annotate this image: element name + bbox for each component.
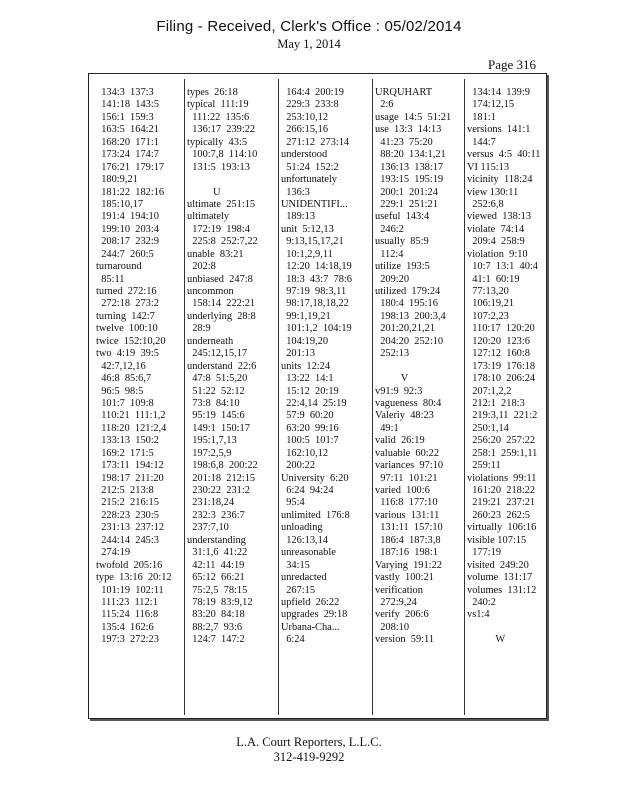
index-entry: 258:1 259:1,11 (467, 447, 538, 459)
index-entry: UNIDENTIFI... (281, 198, 348, 210)
index-entry: 161:20 218:22 (467, 485, 536, 496)
index-entry: 173:24 174:7 (96, 149, 159, 161)
index-entry: 6:24 (281, 634, 305, 646)
column-divider (184, 79, 185, 715)
word-index-table (88, 73, 547, 719)
index-entry: turned 272:16 (96, 286, 157, 297)
index-entry: variances 97:10 (375, 460, 444, 472)
index-entry: 180:9,21 (96, 174, 138, 186)
index-entry: 98:17,18,18,22 (281, 298, 349, 310)
index-entry: URQUHART (375, 87, 433, 98)
index-entry: 173:19 176:18 (467, 360, 536, 372)
index-entry: 156:1 159:3 (96, 111, 154, 123)
index-entry: 200:22 (281, 460, 316, 472)
index-entry: 256:20 257:22 (467, 435, 536, 447)
index-entry: 253:10,12 (281, 111, 329, 123)
index-entry: 231:13 237:12 (96, 522, 165, 534)
index-entry: valid 26:19 (375, 435, 425, 447)
index-entry: 259:11 (467, 460, 501, 472)
index-entry: utilized 179:24 (375, 286, 441, 297)
index-entry: 178:10 206:24 (467, 373, 536, 385)
index-entry: 9:13,15,17,21 (281, 236, 344, 248)
index-entry: 158:14 222:21 (187, 298, 256, 310)
index-entry: version 59:11 (375, 634, 435, 646)
index-entry: 99:1,19,21 (281, 310, 331, 322)
index-entry: 267:15 (281, 584, 316, 596)
index-entry: 209:20 (375, 273, 410, 285)
index-entry: various 131:11 (375, 509, 440, 521)
index-entry: 162:10,12 (281, 447, 329, 459)
index-entry: 274:19 (96, 547, 131, 559)
index-entry: twofold 205:16 (96, 559, 163, 571)
index-entry: 181:22 182:16 (96, 186, 165, 198)
index-entry: 51:24 152:2 (281, 161, 339, 173)
index-entry: vastly 100:21 (375, 572, 434, 584)
index-entry: underlying 28:8 (187, 310, 256, 322)
index-entry: 180:4 195:16 (375, 298, 438, 310)
index-entry: 41:23 75:20 (375, 136, 433, 148)
index-entry (375, 361, 463, 373)
index-entry: 244:7 260:5 (96, 248, 154, 260)
index-entry: 10:7 13:1 40:4 (467, 261, 539, 273)
index-entry: 198:13 200:3,4 (375, 310, 446, 322)
index-entry: 41:1 60:19 (467, 273, 520, 285)
index-entry: 106:19,21 (467, 298, 515, 310)
index-entry: 100:7,8 114:10 (187, 149, 258, 161)
index-entry: virtually 106:16 (467, 522, 537, 534)
index-entry: 176:21 179:17 (96, 161, 165, 173)
index-entry: 95:4 (281, 497, 305, 509)
index-column-1 (96, 87, 182, 713)
index-entry: 144:7 (467, 136, 496, 148)
index-entry: 250:1,14 (467, 422, 509, 434)
index-entry: 126:13,14 (281, 534, 329, 546)
index-entry: 136:3 (281, 186, 310, 198)
index-entry: turnaround (96, 261, 142, 273)
index-entry: utilize 193:5 (375, 261, 430, 273)
index-entry: Urbana-Cha... (281, 621, 340, 633)
index-entry: 230:22 231:2 (187, 485, 250, 496)
column-divider (278, 79, 279, 715)
index-entry: 212:5 213:8 (96, 485, 154, 496)
index-entry: 246:2 (375, 223, 404, 235)
index-entry: twelve 100:10 (96, 323, 158, 335)
index-entry: 127:12 160:8 (467, 348, 530, 360)
index-entry: 212:1 218:3 (467, 397, 525, 409)
index-entry: 272:18 273:2 (96, 298, 159, 310)
index-entry: 181:1 (467, 111, 496, 123)
index-entry: understood (281, 149, 328, 161)
index-entry: 13:22 14:1 (281, 373, 334, 385)
index-entry: 100:5 101:7 (281, 435, 339, 447)
index-entry: unable 83:21 (187, 248, 244, 260)
index-entry: unredacted (281, 572, 327, 584)
index-entry: unbiased 247:8 (187, 273, 253, 285)
transcript-date: May 1, 2014 (277, 37, 341, 51)
index-entry: 202:8 (187, 261, 216, 273)
index-column-5 (467, 87, 547, 713)
index-entry: 134:3 137:3 (96, 87, 154, 98)
index-entry: 131:11 157:10 (375, 522, 443, 534)
index-entry: 101:19 102:11 (96, 584, 164, 596)
index-entry: W (467, 634, 506, 646)
index-entry: 104:19,20 (281, 335, 329, 347)
index-entry: violation 9:10 (467, 248, 528, 260)
index-entry: 97:11 101:21 (375, 472, 438, 484)
index-column-2 (187, 87, 273, 713)
index-entry: 237:7,10 (187, 522, 229, 534)
index-entry: violations 99:11 (467, 472, 537, 484)
index-entry: 168:20 171:1 (96, 136, 159, 148)
index-entry: unit 5:12,13 (281, 223, 334, 235)
index-entry: understanding (187, 534, 246, 546)
index-entry: 65:12 66:21 (187, 572, 245, 584)
index-entry: 83:20 84:18 (187, 609, 245, 621)
index-entry: 207:1,2,2 (467, 385, 512, 397)
index-entry: 195:1,7,13 (187, 435, 237, 447)
index-entry: uncommon (187, 286, 234, 297)
index-entry: 260:23 262:5 (467, 509, 530, 521)
index-entry: 229:1 251:21 (375, 198, 438, 210)
index-entry: 135:4 162:6 (96, 621, 154, 633)
index-entry: 208:10 (375, 621, 410, 633)
index-entry: 198:6,8 200:22 (187, 460, 258, 472)
index-entry: 28:9 (187, 323, 211, 335)
index-entry: verification (375, 584, 423, 596)
index-entry: 204:20 252:10 (375, 335, 444, 347)
index-entry: v91:9 92:3 (375, 385, 423, 397)
index-entry: 199:10 203:4 (96, 223, 159, 235)
index-entry: varied 100:6 (375, 485, 430, 496)
index-entry: verify 206:6 (375, 609, 429, 621)
index-entry: 185:10,17 (96, 198, 144, 210)
index-entry: 191:4 194:10 (96, 211, 159, 223)
column-divider (464, 79, 465, 715)
index-entry: volumes 131:12 (467, 584, 537, 596)
index-entry: 49:1 (375, 422, 399, 434)
index-entry: underneath (187, 335, 234, 347)
index-entry: 198:17 211:20 (96, 472, 164, 484)
index-entry: 78:19 83:9,12 (187, 596, 253, 608)
index-entry: 231:18,24 (187, 497, 235, 509)
index-entry: 141:18 143:5 (96, 99, 159, 111)
index-entry (467, 622, 547, 634)
index-entry: 136:17 239:22 (187, 124, 256, 136)
index-entry: 163:5 164:21 (96, 124, 159, 136)
index-entry: 12:20 14:18,19 (281, 261, 352, 273)
index-entry: volume 131:17 (467, 572, 533, 584)
index-entry: 169:2 171:5 (96, 447, 154, 459)
index-entry: unfortunately (281, 174, 337, 186)
index-entry: V (375, 373, 409, 385)
index-entry: 208:17 232:9 (96, 236, 159, 248)
index-entry: 131:5 193:13 (187, 161, 250, 173)
index-entry: types 26:18 (187, 87, 238, 98)
index-entry: 200:1 201:24 (375, 186, 438, 198)
index-entry: 46:8 85:6,7 (96, 373, 152, 385)
index-entry: units 12:24 (281, 360, 331, 372)
index-entry: 240:2 (467, 596, 496, 608)
index-entry: viewed 138:13 (467, 211, 532, 223)
index-entry: upgrades 29:18 (281, 609, 348, 621)
index-entry: twice 152:10,20 (96, 335, 166, 347)
index-entry: 186:4 187:3,8 (375, 534, 441, 546)
filing-stamp: Filing - Received, Clerk's Office : 05/02/2014 (156, 18, 462, 35)
index-entry: 101:7 109:8 (96, 397, 154, 409)
index-entry: 124:7 147:2 (187, 634, 245, 646)
index-entry: 197:2,5,9 (187, 447, 232, 459)
index-entry: Valeriy 48:23 (375, 410, 434, 422)
index-entry: 101:1,2 104:19 (281, 323, 352, 335)
index-entry: visited 249:20 (467, 559, 529, 571)
index-entry: 134:14 139:9 (467, 87, 530, 98)
index-entry: 173:11 194:12 (96, 460, 164, 472)
index-entry: 209:4 258:9 (467, 236, 525, 248)
index-entry: 229:3 233:8 (281, 99, 339, 111)
index-entry: U (187, 186, 221, 198)
index-entry: 22:4,14 25:19 (281, 397, 347, 409)
index-entry: 111:23 112:1 (96, 596, 158, 608)
index-entry: 88:2,7 93:6 (187, 621, 243, 633)
index-entry: 197:3 272:23 (96, 634, 159, 646)
index-entry: unreasonable (281, 547, 336, 559)
index-entry: unloading (281, 522, 323, 534)
index-entry: 47:8 51:5,20 (187, 373, 248, 385)
index-entry: vagueness 80:4 (375, 397, 442, 409)
index-entry: 115:24 116:8 (96, 609, 159, 621)
index-entry: 228:23 230:5 (96, 509, 159, 521)
index-entry: 42:7,12,16 (96, 360, 146, 372)
reporter-name: L.A. Court Reporters, L.L.C. (236, 735, 382, 749)
index-entry: type 13:16 20:12 (96, 572, 172, 584)
index-entry: 133:13 150:2 (96, 435, 159, 447)
index-entry: turning 142:7 (96, 310, 155, 322)
index-entry: typical 111:19 (187, 99, 249, 111)
index-entry: 110:17 120:20 (467, 323, 535, 335)
index-entry: versus 4:5 40:11 (467, 149, 541, 161)
index-entry: 75:2,5 78:15 (187, 584, 248, 596)
index-entry: 112:4 (375, 248, 404, 260)
index-entry: 164:4 200:19 (281, 87, 344, 98)
index-entry: valuable 60:22 (375, 447, 440, 459)
index-entry: ultimately (187, 211, 230, 223)
index-entry: 219:21 237:21 (467, 497, 536, 509)
index-entry: ultimate 251:15 (187, 198, 256, 210)
index-entry (187, 174, 273, 186)
index-entry: 225:8 252:7,22 (187, 236, 258, 248)
index-entry: 193:15 195:19 (375, 174, 444, 186)
index-entry: 118:20 121:2,4 (96, 422, 167, 434)
index-entry: 201:13 (281, 348, 316, 360)
index-entry: 88:20 134:1,21 (375, 149, 446, 161)
index-entry: 97:19 98:3,11 (281, 286, 347, 297)
index-entry: 34:15 (281, 559, 310, 571)
index-entry: 15:12 20:19 (281, 385, 339, 397)
reporter-phone: 312-419-9292 (273, 750, 345, 764)
index-entry: 219:3,11 221:2 (467, 410, 538, 422)
index-entry: 215:2 216:15 (96, 497, 159, 509)
index-entry: 187:16 198:1 (375, 547, 438, 559)
index-entry: view 130:11 (467, 186, 519, 198)
index-entry: Varying 191:22 (375, 559, 442, 571)
index-entry: usually 85:9 (375, 236, 429, 248)
index-entry: 120:20 123:6 (467, 335, 530, 347)
index-entry: 77:13,20 (467, 286, 509, 297)
index-entry: visible 107:15 (467, 534, 527, 546)
index-entry: 244:14 245:3 (96, 534, 159, 546)
index-entry: 107:2,23 (467, 310, 509, 322)
index-entry: 149:1 150:17 (187, 422, 250, 434)
index-entry: 18:3 43:7 78:6 (281, 273, 353, 285)
index-entry: 95:19 145:6 (187, 410, 245, 422)
index-entry: 266:15,16 (281, 124, 329, 136)
index-entry: 116:8 177:10 (375, 497, 438, 509)
index-entry: 272:9,24 (375, 596, 417, 608)
index-entry: 252:13 (375, 348, 410, 360)
index-entry: 42:11 44:19 (187, 559, 245, 571)
index-entry: 31:1,6 41:22 (187, 547, 248, 559)
index-entry: 110:21 111:1,2 (96, 410, 166, 422)
index-entry: 177:19 (467, 547, 502, 559)
index-entry: 189:13 (281, 211, 316, 223)
index-entry: VI 115:13 (467, 161, 510, 173)
index-entry: 174:12,15 (467, 99, 515, 111)
index-entry: 63:20 99:16 (281, 422, 339, 434)
index-entry: versions 141:1 (467, 124, 531, 136)
index-entry: 51:22 52:12 (187, 385, 245, 397)
index-entry: upfield 26:22 (281, 596, 340, 608)
index-entry: 252:6,8 (467, 198, 504, 210)
index-entry: 10:1,2,9,11 (281, 248, 333, 260)
index-entry: 245:12,15,17 (187, 348, 248, 360)
page-number: Page 316 (487, 57, 536, 72)
index-entry: 271:12 273:14 (281, 136, 350, 148)
index-column-3 (281, 87, 369, 713)
index-entry: 96:5 98:5 (96, 385, 144, 397)
index-entry: violate 74:14 (467, 223, 525, 235)
index-entry: use 13:3 14:13 (375, 124, 442, 136)
index-entry: unlimited 176:8 (281, 509, 350, 521)
index-entry: 201:18 212:15 (187, 472, 256, 484)
index-entry: University 6:20 (281, 472, 349, 484)
index-entry: vs1:4 (467, 609, 490, 621)
index-entry: vicinity 118:24 (467, 174, 533, 186)
index-entry: 57:9 60:20 (281, 410, 334, 422)
index-entry: 6:24 94:24 (281, 485, 334, 496)
index-entry: 136:13 138:17 (375, 161, 444, 173)
index-entry: two 4:19 39:5 (96, 348, 159, 360)
index-entry: 232:3 236:7 (187, 509, 245, 521)
index-column-4 (375, 87, 463, 713)
index-entry: 73:8 84:10 (187, 397, 240, 409)
index-entry: useful 143:4 (375, 211, 430, 223)
index-entry: 2:6 (375, 99, 394, 111)
index-entry: 201:20,21,21 (375, 323, 436, 335)
index-entry: understand 22:6 (187, 360, 257, 372)
index-entry: typically 43:5 (187, 136, 248, 148)
index-entry: 172:19 198:4 (187, 223, 250, 235)
index-entry: 85:11 (96, 273, 125, 285)
index-entry: 111:22 135:6 (187, 111, 250, 123)
index-entry: usage 14:5 51:21 (375, 111, 452, 123)
column-divider (372, 79, 373, 715)
